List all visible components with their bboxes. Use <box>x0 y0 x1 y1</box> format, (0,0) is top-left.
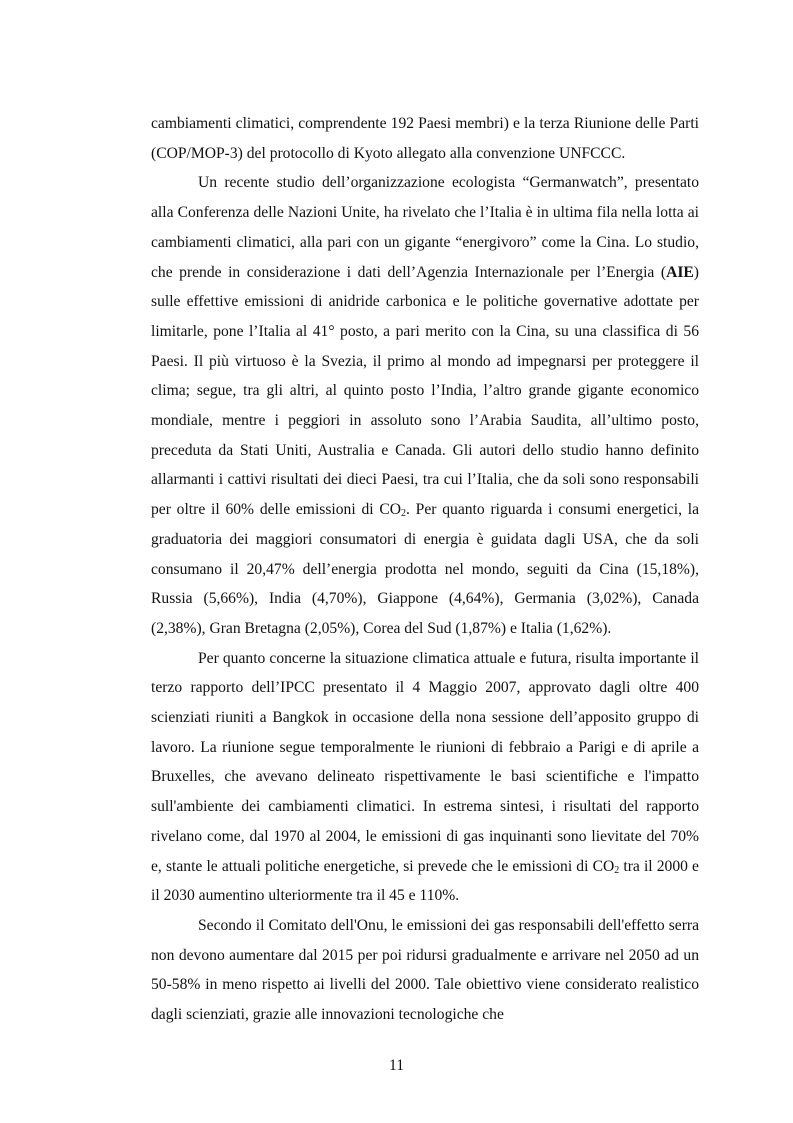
paragraph <box>151 911 699 1030</box>
paragraph <box>151 644 699 911</box>
text-run: tra il 2000 e il 2030 aumentino ulteriormente tra il 45 e 110%. <box>151 857 699 905</box>
bold-term: AIE <box>666 263 694 281</box>
text-run: Un recente studio dell’organizzazione ecologista “Germanwatch”, presentato alla Conferenza delle Nazioni Unite, ha rivelato che l’Italia è in ultima fila nella lotta ai cambiamenti climatici, alla pari con un gigante “energivoro” come la Cina. Lo studio, che prende in considerazione i dati dell’Agenzia Internazionale per l’Energia ( <box>151 174 699 281</box>
body-text <box>151 109 699 1030</box>
page-number: 11 <box>388 1057 404 1074</box>
text-run: . Per quanto riguarda i consumi energetici, la graduatoria dei maggiori consumatori di energia è guidata dagli USA, che da soli consumano il 20,47% dell’energia prodotta nel mondo, seguiti da Cina (15,18%), Russia (5,66%), India (4,70%), Giappone (4,64%), Germania (3,02%), Canada (2,38%), Gran Bretagna (2,05%), Corea del Sud (1,87%) e Italia (1,62%). <box>151 501 699 637</box>
subscript: 2 <box>614 864 620 876</box>
paragraph <box>151 109 699 168</box>
subscript: 2 <box>401 508 407 520</box>
text-run: ) sulle effettive emissioni di anidride carbonica e le politiche governative adottate per limitarle, pone l’Italia al 41° posto, a pari merito con la Cina, su una classifica di 56 Paesi. Il più virtuoso è la Svezia, il primo al mondo ad impegnarsi per proteggere il clima; segue, tra gli altri, al quinto posto l’India, l’altro grande gigante economico mondiale, mentre i peggiori in assoluto sono l’Arabia Saudita, all’ultimo posto, preceduta da Stati Uniti, Australia e Canada. Gli autori dello studio hanno definito allarmanti i cattivi risultati dei dieci Paesi, tra cui l’Italia, che da soli sono responsabili per oltre il 60% delle emissioni di CO <box>151 263 699 519</box>
text-run: Secondo il Comitato dell'Onu, le emissioni dei gas responsabili dell'effetto serra non devono aumentare dal 2015 per poi ridursi gradualmente e arrivare nel 2050 ad un 50-58% in meno rispetto ai livelli del 2000. Tale obiettivo viene considerato realistico dagli scienziati, grazie alle innovazioni tecnologiche che <box>151 916 699 1024</box>
text-run: cambiamenti climatici, comprendente 192 Paesi membri) e la terza Riunione delle Parti (COP/MOP-3) del protocollo di Kyoto allegato alla convenzione UNFCCC. <box>151 115 699 162</box>
paragraph <box>151 168 699 643</box>
text-run: Per quanto concerne la situazione climatica attuale e futura, risulta importante il terzo rapporto dell’IPCC presentato il 4 Maggio 2007, approvato dagli oltre 400 scienziati riuniti a Bangkok in occasione della nona sessione dell’apposito gruppo di lavoro. La riunione segue temporalmente le riunioni di febbraio a Parigi e di aprile a Bruxelles, che avevano delineato rispettivamente le basi scientifiche e l'impatto sull'ambiente dei cambiamenti climatici. In estrema sintesi, i risultati del rapporto rivelano come, dal 1970 al 2004, le emissioni di gas inquinanti sono lievitate del 70% e, stante le attuali politiche energetiche, si prevede che le emissioni di CO <box>151 649 699 875</box>
